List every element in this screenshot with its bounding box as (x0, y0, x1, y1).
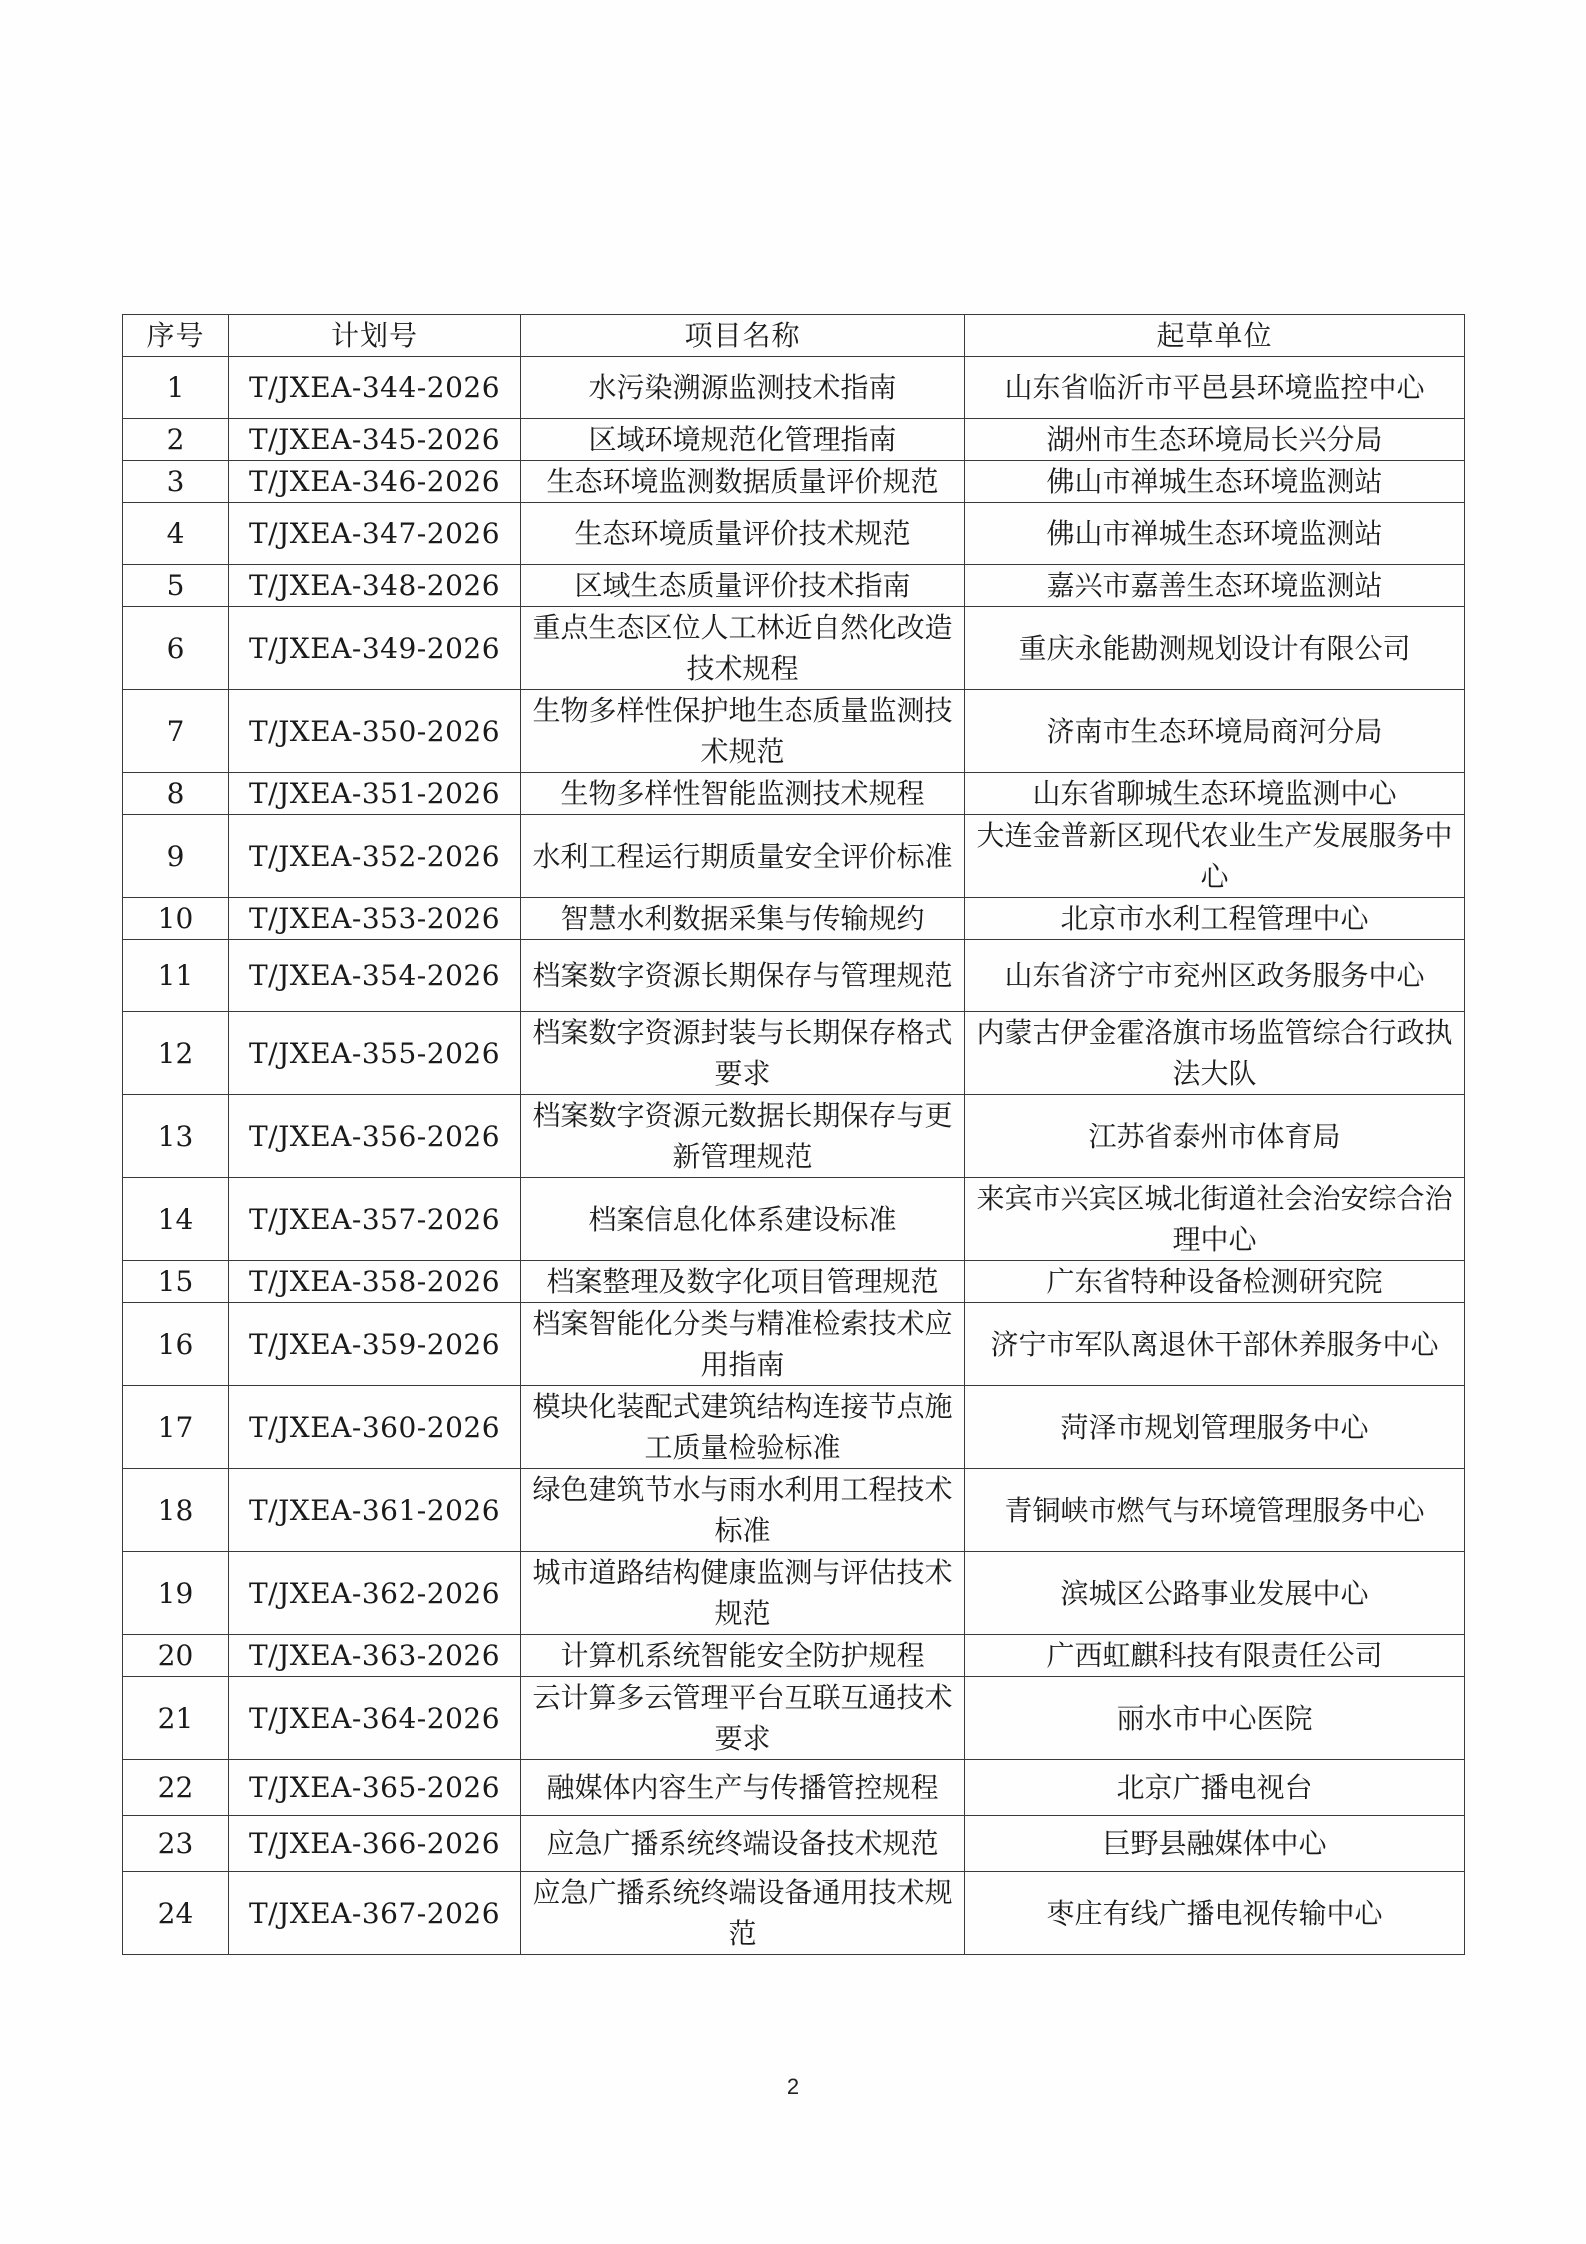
cell-project-name: 档案数字资源元数据长期保存与更新管理规范 (521, 1095, 965, 1178)
cell-serial-number: 15 (123, 1261, 229, 1303)
cell-drafting-unit: 滨城区公路事业发展中心 (965, 1552, 1465, 1635)
table-row (123, 1469, 1465, 1552)
header-plan-number: 计划号 (229, 315, 521, 357)
cell-drafting-unit: 江苏省泰州市体育局 (965, 1095, 1465, 1178)
cell-serial-number: 4 (123, 503, 229, 565)
cell-plan-number: T/JXEA-349-2026 (229, 607, 521, 690)
cell-project-name: 生物多样性智能监测技术规程 (521, 773, 965, 815)
cell-project-name: 水利工程运行期质量安全评价标准 (521, 815, 965, 898)
cell-drafting-unit: 佛山市禅城生态环境监测站 (965, 461, 1465, 503)
cell-project-name: 重点生态区位人工林近自然化改造技术规程 (521, 607, 965, 690)
table-row (123, 1635, 1465, 1677)
cell-drafting-unit: 济南市生态环境局商河分局 (965, 690, 1465, 773)
table-header-row (123, 315, 1465, 357)
cell-serial-number: 5 (123, 565, 229, 607)
cell-plan-number: T/JXEA-344-2026 (229, 357, 521, 419)
cell-plan-number: T/JXEA-356-2026 (229, 1095, 521, 1178)
cell-project-name: 计算机系统智能安全防护规程 (521, 1635, 965, 1677)
table-row (123, 419, 1465, 461)
header-drafting-unit: 起草单位 (965, 315, 1465, 357)
table-row (123, 1303, 1465, 1386)
cell-plan-number: T/JXEA-357-2026 (229, 1178, 521, 1261)
table-row (123, 1095, 1465, 1178)
cell-serial-number: 10 (123, 898, 229, 940)
cell-serial-number: 13 (123, 1095, 229, 1178)
cell-drafting-unit: 山东省济宁市兖州区政务服务中心 (965, 940, 1465, 1012)
header-project-name: 项目名称 (521, 315, 965, 357)
cell-plan-number: T/JXEA-362-2026 (229, 1552, 521, 1635)
table-row (123, 565, 1465, 607)
cell-serial-number: 12 (123, 1012, 229, 1095)
cell-drafting-unit: 大连金普新区现代农业生产发展服务中心 (965, 815, 1465, 898)
standards-plan-table (122, 314, 1465, 1955)
cell-drafting-unit: 山东省临沂市平邑县环境监控中心 (965, 357, 1465, 419)
cell-project-name: 云计算多云管理平台互联互通技术要求 (521, 1677, 965, 1760)
cell-serial-number: 8 (123, 773, 229, 815)
cell-plan-number: T/JXEA-358-2026 (229, 1261, 521, 1303)
cell-project-name: 生态环境质量评价技术规范 (521, 503, 965, 565)
cell-project-name: 城市道路结构健康监测与评估技术规范 (521, 1552, 965, 1635)
cell-project-name: 档案数字资源封装与长期保存格式要求 (521, 1012, 965, 1095)
cell-drafting-unit: 内蒙古伊金霍洛旗市场监管综合行政执法大队 (965, 1012, 1465, 1095)
table-row (123, 815, 1465, 898)
cell-plan-number: T/JXEA-363-2026 (229, 1635, 521, 1677)
cell-project-name: 区域生态质量评价技术指南 (521, 565, 965, 607)
cell-plan-number: T/JXEA-350-2026 (229, 690, 521, 773)
table-row (123, 1261, 1465, 1303)
cell-plan-number: T/JXEA-351-2026 (229, 773, 521, 815)
table-row (123, 1012, 1465, 1095)
cell-project-name: 模块化装配式建筑结构连接节点施工质量检验标准 (521, 1386, 965, 1469)
cell-project-name: 区域环境规范化管理指南 (521, 419, 965, 461)
cell-drafting-unit: 湖州市生态环境局长兴分局 (965, 419, 1465, 461)
cell-drafting-unit: 枣庄有线广播电视传输中心 (965, 1872, 1465, 1955)
cell-project-name: 绿色建筑节水与雨水利用工程技术标准 (521, 1469, 965, 1552)
table-row (123, 1386, 1465, 1469)
cell-plan-number: T/JXEA-348-2026 (229, 565, 521, 607)
cell-plan-number: T/JXEA-360-2026 (229, 1386, 521, 1469)
cell-serial-number: 18 (123, 1469, 229, 1552)
cell-serial-number: 20 (123, 1635, 229, 1677)
cell-plan-number: T/JXEA-345-2026 (229, 419, 521, 461)
cell-plan-number: T/JXEA-354-2026 (229, 940, 521, 1012)
table-row (123, 773, 1465, 815)
cell-drafting-unit: 巨野县融媒体中心 (965, 1816, 1465, 1872)
header-serial-number: 序号 (123, 315, 229, 357)
cell-drafting-unit: 广东省特种设备检测研究院 (965, 1261, 1465, 1303)
table-row (123, 607, 1465, 690)
cell-drafting-unit: 嘉兴市嘉善生态环境监测站 (965, 565, 1465, 607)
cell-project-name: 应急广播系统终端设备技术规范 (521, 1816, 965, 1872)
cell-drafting-unit: 山东省聊城生态环境监测中心 (965, 773, 1465, 815)
table-row (123, 1178, 1465, 1261)
cell-project-name: 档案信息化体系建设标准 (521, 1178, 965, 1261)
cell-drafting-unit: 丽水市中心医院 (965, 1677, 1465, 1760)
table-row (123, 1552, 1465, 1635)
cell-serial-number: 19 (123, 1552, 229, 1635)
cell-drafting-unit: 青铜峡市燃气与环境管理服务中心 (965, 1469, 1465, 1552)
cell-plan-number: T/JXEA-346-2026 (229, 461, 521, 503)
table-row (123, 357, 1465, 419)
cell-project-name: 档案整理及数字化项目管理规范 (521, 1261, 965, 1303)
cell-serial-number: 9 (123, 815, 229, 898)
cell-drafting-unit: 来宾市兴宾区城北街道社会治安综合治理中心 (965, 1178, 1465, 1261)
cell-project-name: 档案智能化分类与精准检索技术应用指南 (521, 1303, 965, 1386)
cell-serial-number: 21 (123, 1677, 229, 1760)
table-row (123, 461, 1465, 503)
cell-plan-number: T/JXEA-352-2026 (229, 815, 521, 898)
table-body (123, 357, 1465, 1955)
cell-plan-number: T/JXEA-361-2026 (229, 1469, 521, 1552)
cell-plan-number: T/JXEA-359-2026 (229, 1303, 521, 1386)
cell-serial-number: 6 (123, 607, 229, 690)
cell-drafting-unit: 重庆永能勘测规划设计有限公司 (965, 607, 1465, 690)
cell-drafting-unit: 佛山市禅城生态环境监测站 (965, 503, 1465, 565)
cell-plan-number: T/JXEA-364-2026 (229, 1677, 521, 1760)
page-number: 2 (786, 2074, 800, 2099)
cell-plan-number: T/JXEA-365-2026 (229, 1760, 521, 1816)
cell-project-name: 融媒体内容生产与传播管控规程 (521, 1760, 965, 1816)
cell-serial-number: 16 (123, 1303, 229, 1386)
table-row (123, 1760, 1465, 1816)
cell-project-name: 水污染溯源监测技术指南 (521, 357, 965, 419)
cell-drafting-unit: 菏泽市规划管理服务中心 (965, 1386, 1465, 1469)
cell-plan-number: T/JXEA-355-2026 (229, 1012, 521, 1095)
cell-project-name: 生物多样性保护地生态质量监测技术规范 (521, 690, 965, 773)
cell-project-name: 档案数字资源长期保存与管理规范 (521, 940, 965, 1012)
cell-plan-number: T/JXEA-367-2026 (229, 1872, 521, 1955)
cell-plan-number: T/JXEA-353-2026 (229, 898, 521, 940)
cell-serial-number: 2 (123, 419, 229, 461)
table-row (123, 1816, 1465, 1872)
cell-drafting-unit: 北京广播电视台 (965, 1760, 1465, 1816)
cell-serial-number: 24 (123, 1872, 229, 1955)
table-row (123, 1677, 1465, 1760)
cell-drafting-unit: 北京市水利工程管理中心 (965, 898, 1465, 940)
table-row (123, 940, 1465, 1012)
cell-serial-number: 1 (123, 357, 229, 419)
cell-drafting-unit: 广西虹麒科技有限责任公司 (965, 1635, 1465, 1677)
table-row (123, 1872, 1465, 1955)
cell-serial-number: 17 (123, 1386, 229, 1469)
table-row (123, 898, 1465, 940)
cell-serial-number: 3 (123, 461, 229, 503)
cell-serial-number: 7 (123, 690, 229, 773)
table-row (123, 690, 1465, 773)
cell-plan-number: T/JXEA-347-2026 (229, 503, 521, 565)
cell-project-name: 生态环境监测数据质量评价规范 (521, 461, 965, 503)
cell-serial-number: 11 (123, 940, 229, 1012)
cell-project-name: 应急广播系统终端设备通用技术规范 (521, 1872, 965, 1955)
cell-plan-number: T/JXEA-366-2026 (229, 1816, 521, 1872)
cell-serial-number: 23 (123, 1816, 229, 1872)
cell-serial-number: 14 (123, 1178, 229, 1261)
cell-project-name: 智慧水利数据采集与传输规约 (521, 898, 965, 940)
cell-drafting-unit: 济宁市军队离退休干部休养服务中心 (965, 1303, 1465, 1386)
table-row (123, 503, 1465, 565)
cell-serial-number: 22 (123, 1760, 229, 1816)
